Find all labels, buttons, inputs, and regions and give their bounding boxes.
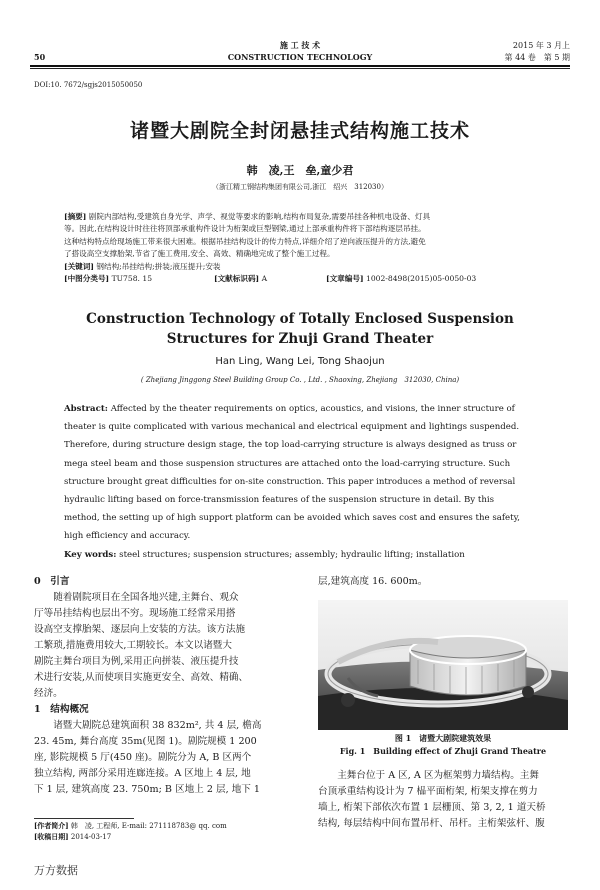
abstract-cn-line: 等。因此,在结构设计时往往将顶部承重构件设计为桁架或巨型钢梁,通过上部承重构件将下部结构逐层吊挂。 xyxy=(64,224,426,234)
paragraph-line: 剧院主舞台项目为例,采用正向拼装、液压提升技 xyxy=(34,656,239,667)
keywords-en: Key words: steel structures; suspension structures; assembly; hydraulic lifting; installation xyxy=(64,549,465,560)
clc-code: TU758. 15 xyxy=(111,274,153,284)
paragraph-line: 结构, 每层结构中间布置吊杆、吊杆。主桁架弦杆、腹 xyxy=(318,818,545,829)
abstract-en-line: high efficiency and accuracy. xyxy=(64,531,191,542)
volume-issue: 第 44 卷 第 5 期 xyxy=(504,53,570,62)
abstract-en-line: theater is quite complicated with various mechanical and electrical equipment and lightings suspended. xyxy=(64,422,520,433)
journal-name-en: CONSTRUCTION TECHNOLOGY xyxy=(227,52,373,62)
clc-label: [中图分类号] xyxy=(64,274,110,284)
abstract-cn-label: [摘要] xyxy=(64,212,87,221)
abstract-en-line: Therefore, during structure design stage, the top load-carrying structure is always designed as truss or xyxy=(64,440,517,451)
paragraph-line: 工繁琐,措施费用较大,工期较长。本文以诸暨大 xyxy=(34,640,232,651)
paragraph-line: 主舞台位于 A 区, A 区为框架剪力墙结构。主舞 xyxy=(337,770,539,781)
abstract-en-line: mega steel beam and those suspension structures are attached onto the load-carrying structure. Such xyxy=(64,458,511,469)
abstract-cn-line: 了搭设高空支撑胎架,节省了施工费用,安全、高效、精确地完成了整个施工过程。 xyxy=(64,249,335,259)
paragraph-line: 独立结构, 两部分采用连廊连接。A 区地上 4 层, 地 xyxy=(34,768,251,779)
building-illustration xyxy=(318,600,568,730)
abstract-en-line: hydraulic lifting based on force-transmission features of the suspension structure in detail. By this xyxy=(64,495,495,506)
abstract-en-line: structure brought great difficulties for on-site construction. This paper introduces a method of reversal xyxy=(64,476,516,487)
abstract-en-label: Abstract: xyxy=(64,404,108,414)
paragraph-line: 术进行安装,从而使项目实施更安全、高效、精确、 xyxy=(34,672,249,683)
doc-code-label: [文献标识码] xyxy=(214,274,260,284)
abstract-en-line: method, the setting up of high support platform can be avoided which saves cost and ensures the safety, xyxy=(64,513,521,524)
classification-line xyxy=(64,273,534,286)
article-no: 1002-8498(2015)05-0050-03 xyxy=(365,274,477,284)
abstract-cn-line: 这种结构特点给现场施工带来很大困难。根据吊挂结构设计的传力特点,详细介绍了逆向液压提升的方法,避免 xyxy=(64,236,426,246)
figure-caption-en: Fig. 1 Building effect of Zhuji Grand Theatre xyxy=(339,746,547,756)
left-column xyxy=(34,574,296,798)
title-en-line-2: Structures for Zhuji Grand Theater xyxy=(166,331,434,347)
footnote-author: [作者简介] 韩 凌, 工程师, E-mail: 271118783@ qq. com xyxy=(34,821,227,830)
journal-name-cn: 施 工 技 术 xyxy=(279,40,321,50)
abstract-cn xyxy=(64,211,534,286)
abstract-en-line: Abstract: Affected by the theater requirements on optics, acoustics, and visions, the inner structure of xyxy=(64,404,515,414)
keywords-cn-label: [关键词] xyxy=(64,261,94,271)
authors-en: Han Ling, Wang Lei, Tong Shaojun xyxy=(215,356,385,367)
figure-building-rendering xyxy=(318,600,568,730)
doc-code: A xyxy=(261,274,268,284)
title-en-line-1: Construction Technology of Totally Enclosed Suspension xyxy=(86,311,514,327)
paragraph-line: 下 1 层, 建筑高度 23. 750m; B 区地上 2 层, 地下 1 xyxy=(34,784,261,795)
paragraph-line: 23. 45m, 舞台高度 35m(见图 1)。剧院规模 1 200 xyxy=(34,736,257,747)
paragraph-line: 座, 影院规模 5 厅(450 座)。剧院分为 A, B 区两个 xyxy=(34,752,252,763)
figure-caption-cn: 图 1 诸暨大剧院建筑效果 xyxy=(394,733,492,743)
doi: DOI:10. 7672/sgjs2015050050 xyxy=(34,81,143,89)
header-rule-thin xyxy=(30,68,570,69)
keywords-cn: [关键词] 钢结构;吊挂结构;拼装;液压提升;安装 xyxy=(64,261,221,271)
affiliation-en: ( Zhejiang Jinggong Steel Building Group Co. , Ltd. , Shaoxing, Zhejiang 312030, China) xyxy=(140,376,460,384)
footnote-received-label: [收稿日期] xyxy=(34,832,69,841)
footnote-rule xyxy=(34,818,134,819)
footnote-received: [收稿日期] 2014-03-17 xyxy=(34,832,112,841)
issue-date: 2015 年 3 月上 xyxy=(512,41,570,50)
article-no-label: [文章编号] xyxy=(326,274,364,284)
section-heading-intro: 0 引言 xyxy=(34,576,70,587)
paragraph-line: 经济。 xyxy=(34,688,63,699)
right-column-body xyxy=(318,768,568,832)
keywords-en-label: Key words: xyxy=(64,549,117,560)
paragraph-line: 厅等吊挂结构也层出不穷。现场施工经常采用搭 xyxy=(34,608,236,619)
watermark: 万方数据 xyxy=(34,864,78,877)
footnote-author-label: [作者简介] xyxy=(34,821,69,830)
right-column-top-line: 层,建筑高度 16. 600m。 xyxy=(318,576,428,587)
header-rule xyxy=(30,65,570,67)
affiliation-cn: （浙江精工钢结构集团有限公司,浙江 绍兴 312030） xyxy=(212,183,388,191)
section-heading-structure: 1 结构概况 xyxy=(34,704,89,715)
abstract-en xyxy=(64,400,538,564)
paragraph-line: 设高空支撑胎架、逐层向上安装的方法。该方法施 xyxy=(34,624,246,635)
page-number: 50 xyxy=(34,52,46,62)
abstract-cn-line: [摘要] 剧院内部结构,受建筑自身光学、声学、视觉等要求的影响,结构布局复杂,需要吊挂各种机电设备、灯具 xyxy=(64,212,431,221)
authors-cn: 韩 凌,王 垒,童少君 xyxy=(246,164,354,177)
paragraph-line: 墙上, 桁架下部依次布置 1 层栅顶、第 3, 2, 1 道天桥 xyxy=(318,802,546,813)
paragraph-line: 台顶承重结构设计为 7 榀平面桁架, 桁架支撑在剪力 xyxy=(318,786,538,797)
paragraph-line: 诸暨大剧院总建筑面积 38 832m², 共 4 层, 檐高 xyxy=(53,720,262,731)
paragraph-line: 随着剧院项目在全国各地兴建,主舞台、观众 xyxy=(53,592,239,603)
title-cn: 诸暨大剧院全封闭悬挂式结构施工技术 xyxy=(129,120,470,142)
